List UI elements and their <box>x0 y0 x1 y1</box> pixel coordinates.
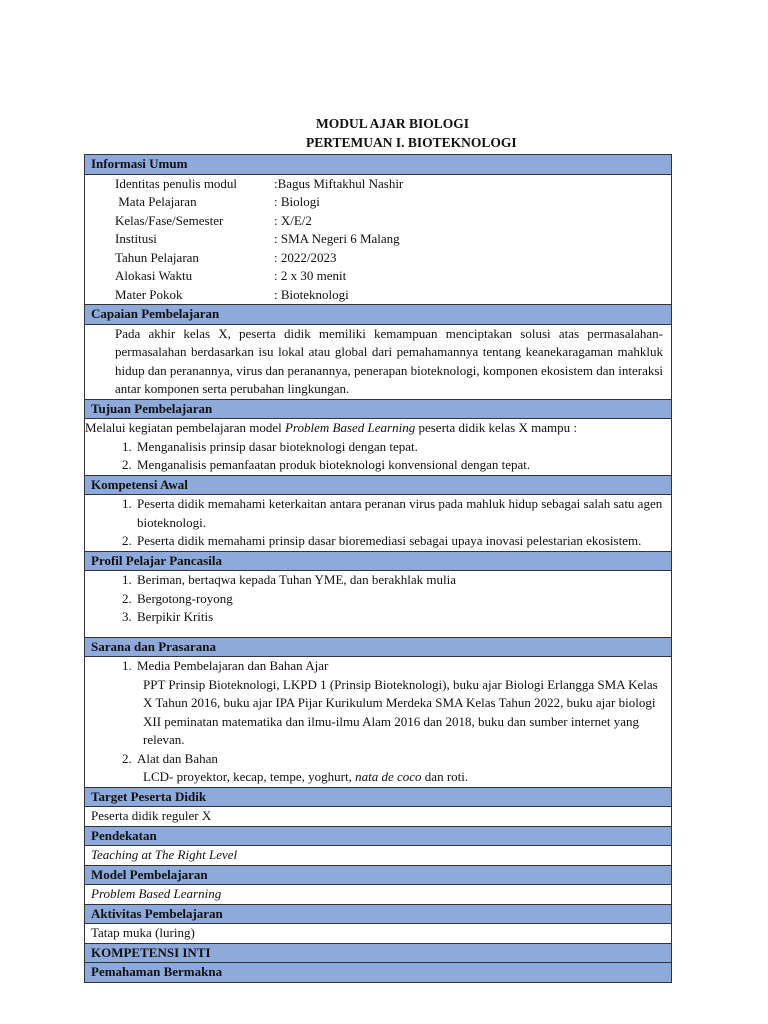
info-label: Kelas/Fase/Semester <box>115 212 224 228</box>
sarana-item-text: LCD- proyektor, kecap, tempe, yoghurt, nata de coco dan roti. <box>143 769 469 784</box>
section-heading-pendekatan: Pendekatan <box>85 826 672 846</box>
info-label: Institusi <box>115 231 157 246</box>
info-row <box>91 249 665 268</box>
info-row <box>91 267 665 286</box>
model-value: Problem Based Learning <box>85 885 672 905</box>
info-value: : Bioteknologi <box>274 286 349 302</box>
list-item <box>135 657 665 750</box>
section-heading-target: Target Peserta Didik <box>85 787 672 807</box>
info-label: Identitas penulis modul <box>115 175 238 191</box>
info-value: :Bagus Miftakhul Nashir <box>274 175 404 191</box>
document-subtitle: PERTEMUAN I. BIOTEKNOLOGI <box>306 135 517 150</box>
info-row <box>91 212 665 231</box>
section-heading-kompetensi-awal: Kompetensi Awal <box>85 475 672 495</box>
list-item: 3. Berpikir Kritis <box>135 608 665 627</box>
module-table <box>84 154 672 983</box>
info-row <box>91 193 665 212</box>
info-row <box>91 286 665 305</box>
info-label: Mata Pelajaran <box>115 194 197 209</box>
capaian-body <box>85 324 672 399</box>
section-heading-aktivitas: Aktivitas Pembelajaran <box>85 904 672 924</box>
pendekatan-value: Teaching at The Right Level <box>85 846 672 866</box>
sarana-item-label: 2. Alat dan Bahan <box>137 750 218 766</box>
list-item: 1. Peserta didik memahami keterkaitan antara peranan virus pada mahluk hidup sebagai salah satu agen bioteknologi. <box>135 495 665 532</box>
sarana-item-text: PPT Prinsip Bioteknologi, LKPD 1 (Prinsip Bioteknologi), buku ajar Biologi Erlangga SMA Kelas X Tahun 2016, buku ajar IPA Pijar Kurikulum Merdeka SMA Kelas Tahun 2022, buku ajar biologi XII peminatan matematika dan ilmu-ilmu Alam 2016 dan 2018, buku dan sumber internet yang relevan. <box>143 676 658 747</box>
list-item: 2. Bergotong-royong <box>135 590 665 609</box>
section-heading-informasi-umum: Informasi Umum <box>85 155 672 175</box>
list-item <box>135 750 665 787</box>
tujuan-body <box>85 419 672 476</box>
section-heading-tujuan: Tujuan Pembelajaran <box>85 399 672 419</box>
section-heading-sarana: Sarana dan Prasarana <box>85 637 672 657</box>
section-heading-capaian: Capaian Pembelajaran <box>85 305 672 325</box>
capaian-text: Pada akhir kelas X, peserta didik memiliki kemampuan menciptakan solusi atas permasalahan-permasalahan berdasarkan isu lokal atau global dari pemahamannya tentang keanekaragaman mahkluk hidup dan peranannya, virus dan peranannya, penerapan bioteknologi, komponen ekosistem dan interaksi antar komponen serta perubahan lingkungan. <box>115 325 664 396</box>
document-title: MODUL AJAR BIOLOGI <box>316 116 470 131</box>
info-label: Tahun Pelajaran <box>115 249 199 265</box>
info-value: : 2022/2023 <box>274 249 337 265</box>
section-heading-pemahaman: Pemahaman Bermakna <box>85 963 672 983</box>
section-heading-model: Model Pembelajaran <box>85 865 672 885</box>
list-item: 1. Menganalisis prinsip dasar bioteknologi dengan tepat. <box>135 438 665 457</box>
aktivitas-value: Tatap muka (luring) <box>85 924 672 944</box>
section-heading-profil: Profil Pelajar Pancasila <box>85 551 672 571</box>
info-row <box>91 175 665 194</box>
kompetensi-awal-body <box>85 495 672 552</box>
info-value: : X/E/2 <box>274 212 312 228</box>
info-label: Mater Pokok <box>115 286 183 302</box>
target-value: Peserta didik reguler X <box>85 807 672 827</box>
informasi-umum-body <box>85 174 672 305</box>
list-item: 2. Menganalisis pemanfaatan produk bioteknologi konvensional dengan tepat. <box>135 456 665 475</box>
info-value: : 2 x 30 menit <box>274 268 347 283</box>
list-item: 2. Peserta didik memahami prinsip dasar bioremediasi sebagai upaya inovasi pelestarian ekosistem. <box>135 532 665 551</box>
sarana-body <box>85 657 672 788</box>
list-item: 1. Beriman, bertaqwa kepada Tuhan YME, dan berakhlak mulia <box>135 571 665 590</box>
info-label: Alokasi Waktu <box>115 268 193 283</box>
profil-body <box>85 571 672 638</box>
info-value: : SMA Negeri 6 Malang <box>274 231 400 246</box>
section-heading-kompetensi-inti: KOMPETENSI INTI <box>85 943 672 963</box>
tujuan-intro: Melalui kegiatan pembelajaran model Problem Based Learning peserta didik kelas X mampu : <box>85 420 577 435</box>
info-row <box>91 230 665 249</box>
sarana-item-label: 1. Media Pembelajaran dan Bahan Ajar <box>137 658 329 673</box>
info-value: : Biologi <box>274 194 320 209</box>
